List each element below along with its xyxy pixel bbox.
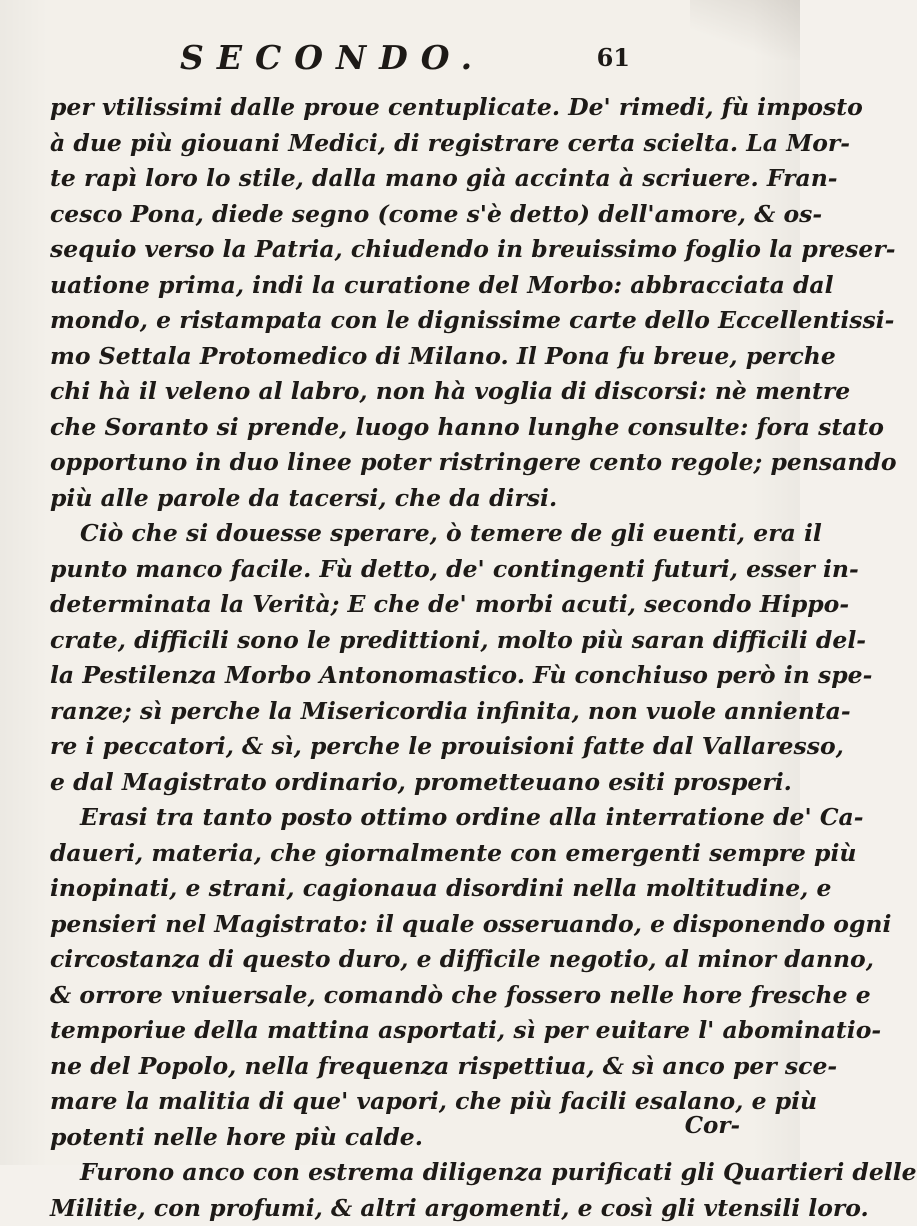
text-line: uatione prima, indi la curatione del Morbo: abbracciata dal bbox=[50, 268, 750, 304]
text-line: più alle parole da tacersi, che da dirsi. bbox=[50, 481, 750, 517]
text-line: ne del Popolo, nella frequenza rispettiua, & sì anco per sce- bbox=[50, 1049, 750, 1085]
paragraph-start-line: Ciò che si douesse sperare, ò temere de gli euenti, era il bbox=[50, 516, 750, 552]
text-line: mare la malitia di que' vapori, che più facili esalano, e più bbox=[50, 1084, 750, 1120]
text-line: che Soranto si prende, luogo hanno lunghe consulte: fora stato bbox=[50, 410, 750, 446]
text-line: inopinati, e strani, cagionaua disordini nella moltitudine, e bbox=[50, 871, 750, 907]
text-line: opportuno in duo linee poter ristringere cento regole; pensando bbox=[50, 445, 750, 481]
paragraph-start-line: Erasi tra tanto posto ottimo ordine alla interratione de' Ca- bbox=[50, 800, 750, 836]
text-line: circostanza di questo duro, e difficile negotio, al minor danno, bbox=[50, 942, 750, 978]
text-line: pensieri nel Magistrato: il quale osseruando, e disponendo ogni bbox=[50, 907, 750, 943]
catchword: Cor- bbox=[685, 1112, 740, 1139]
text-line: à due più giouani Medici, di registrare certa scielta. La Mor- bbox=[50, 126, 750, 162]
text-line: re i peccatori, & sì, perche le prouisioni fatte dal Vallaresso, bbox=[50, 729, 750, 765]
text-line: potenti nelle hore più calde. bbox=[50, 1120, 750, 1156]
text-line: ranze; sì perche la Misericordia infinita, non vuole annienta- bbox=[50, 694, 750, 730]
text-line: la Pestilenza Morbo Antonomastico. Fù conchiuso però in spe- bbox=[50, 658, 750, 694]
text-line: mo Settala Protomedico di Milano. Il Pona fu breue, perche bbox=[50, 339, 750, 375]
text-line: chi hà il veleno al labro, non hà voglia di discorsi: nè mentre bbox=[50, 374, 750, 410]
text-line: punto manco facile. Fù detto, de' contingenti futuri, esser in- bbox=[50, 552, 750, 588]
text-line: sequio verso la Patria, chiudendo in breuissimo foglio la preser- bbox=[50, 232, 750, 268]
page-header bbox=[180, 38, 630, 78]
text-line: mondo, e ristampata con le dignissime carte dello Eccellentissi- bbox=[50, 303, 750, 339]
body-text bbox=[50, 90, 750, 1226]
paragraph-start-line: Furono anco con estrema diligenza purificati gli Quartieri delle bbox=[50, 1155, 750, 1191]
text-line: cesco Pona, diede segno (come s'è detto) dell'amore, & os- bbox=[50, 197, 750, 233]
page-corner-shadow bbox=[690, 0, 800, 60]
page-number: 61 bbox=[597, 43, 630, 72]
text-line: daueri, materia, che giornalmente con emergenti sempre più bbox=[50, 836, 750, 872]
running-title: SECONDO. bbox=[180, 38, 485, 77]
text-line: Militie, con profumi, & altri argomenti, e così gli vtensili loro. bbox=[50, 1191, 750, 1226]
text-line: e dal Magistrato ordinario, prometteuano esiti prosperi. bbox=[50, 765, 750, 801]
text-line: crate, difficili sono le predittioni, molto più saran difficili del- bbox=[50, 623, 750, 659]
text-line: temporiue della mattina asportati, sì per euitare l' abominatio- bbox=[50, 1013, 750, 1049]
text-line: & orrore vniuersale, comandò che fossero nelle hore fresche e bbox=[50, 978, 750, 1014]
text-line: te rapì loro lo stile, dalla mano già accinta à scriuere. Fran- bbox=[50, 161, 750, 197]
text-line: determinata la Verità; E che de' morbi acuti, secondo Hippo- bbox=[50, 587, 750, 623]
text-line: per vtilissimi dalle proue centuplicate. De' rimedi, fù imposto bbox=[50, 90, 750, 126]
